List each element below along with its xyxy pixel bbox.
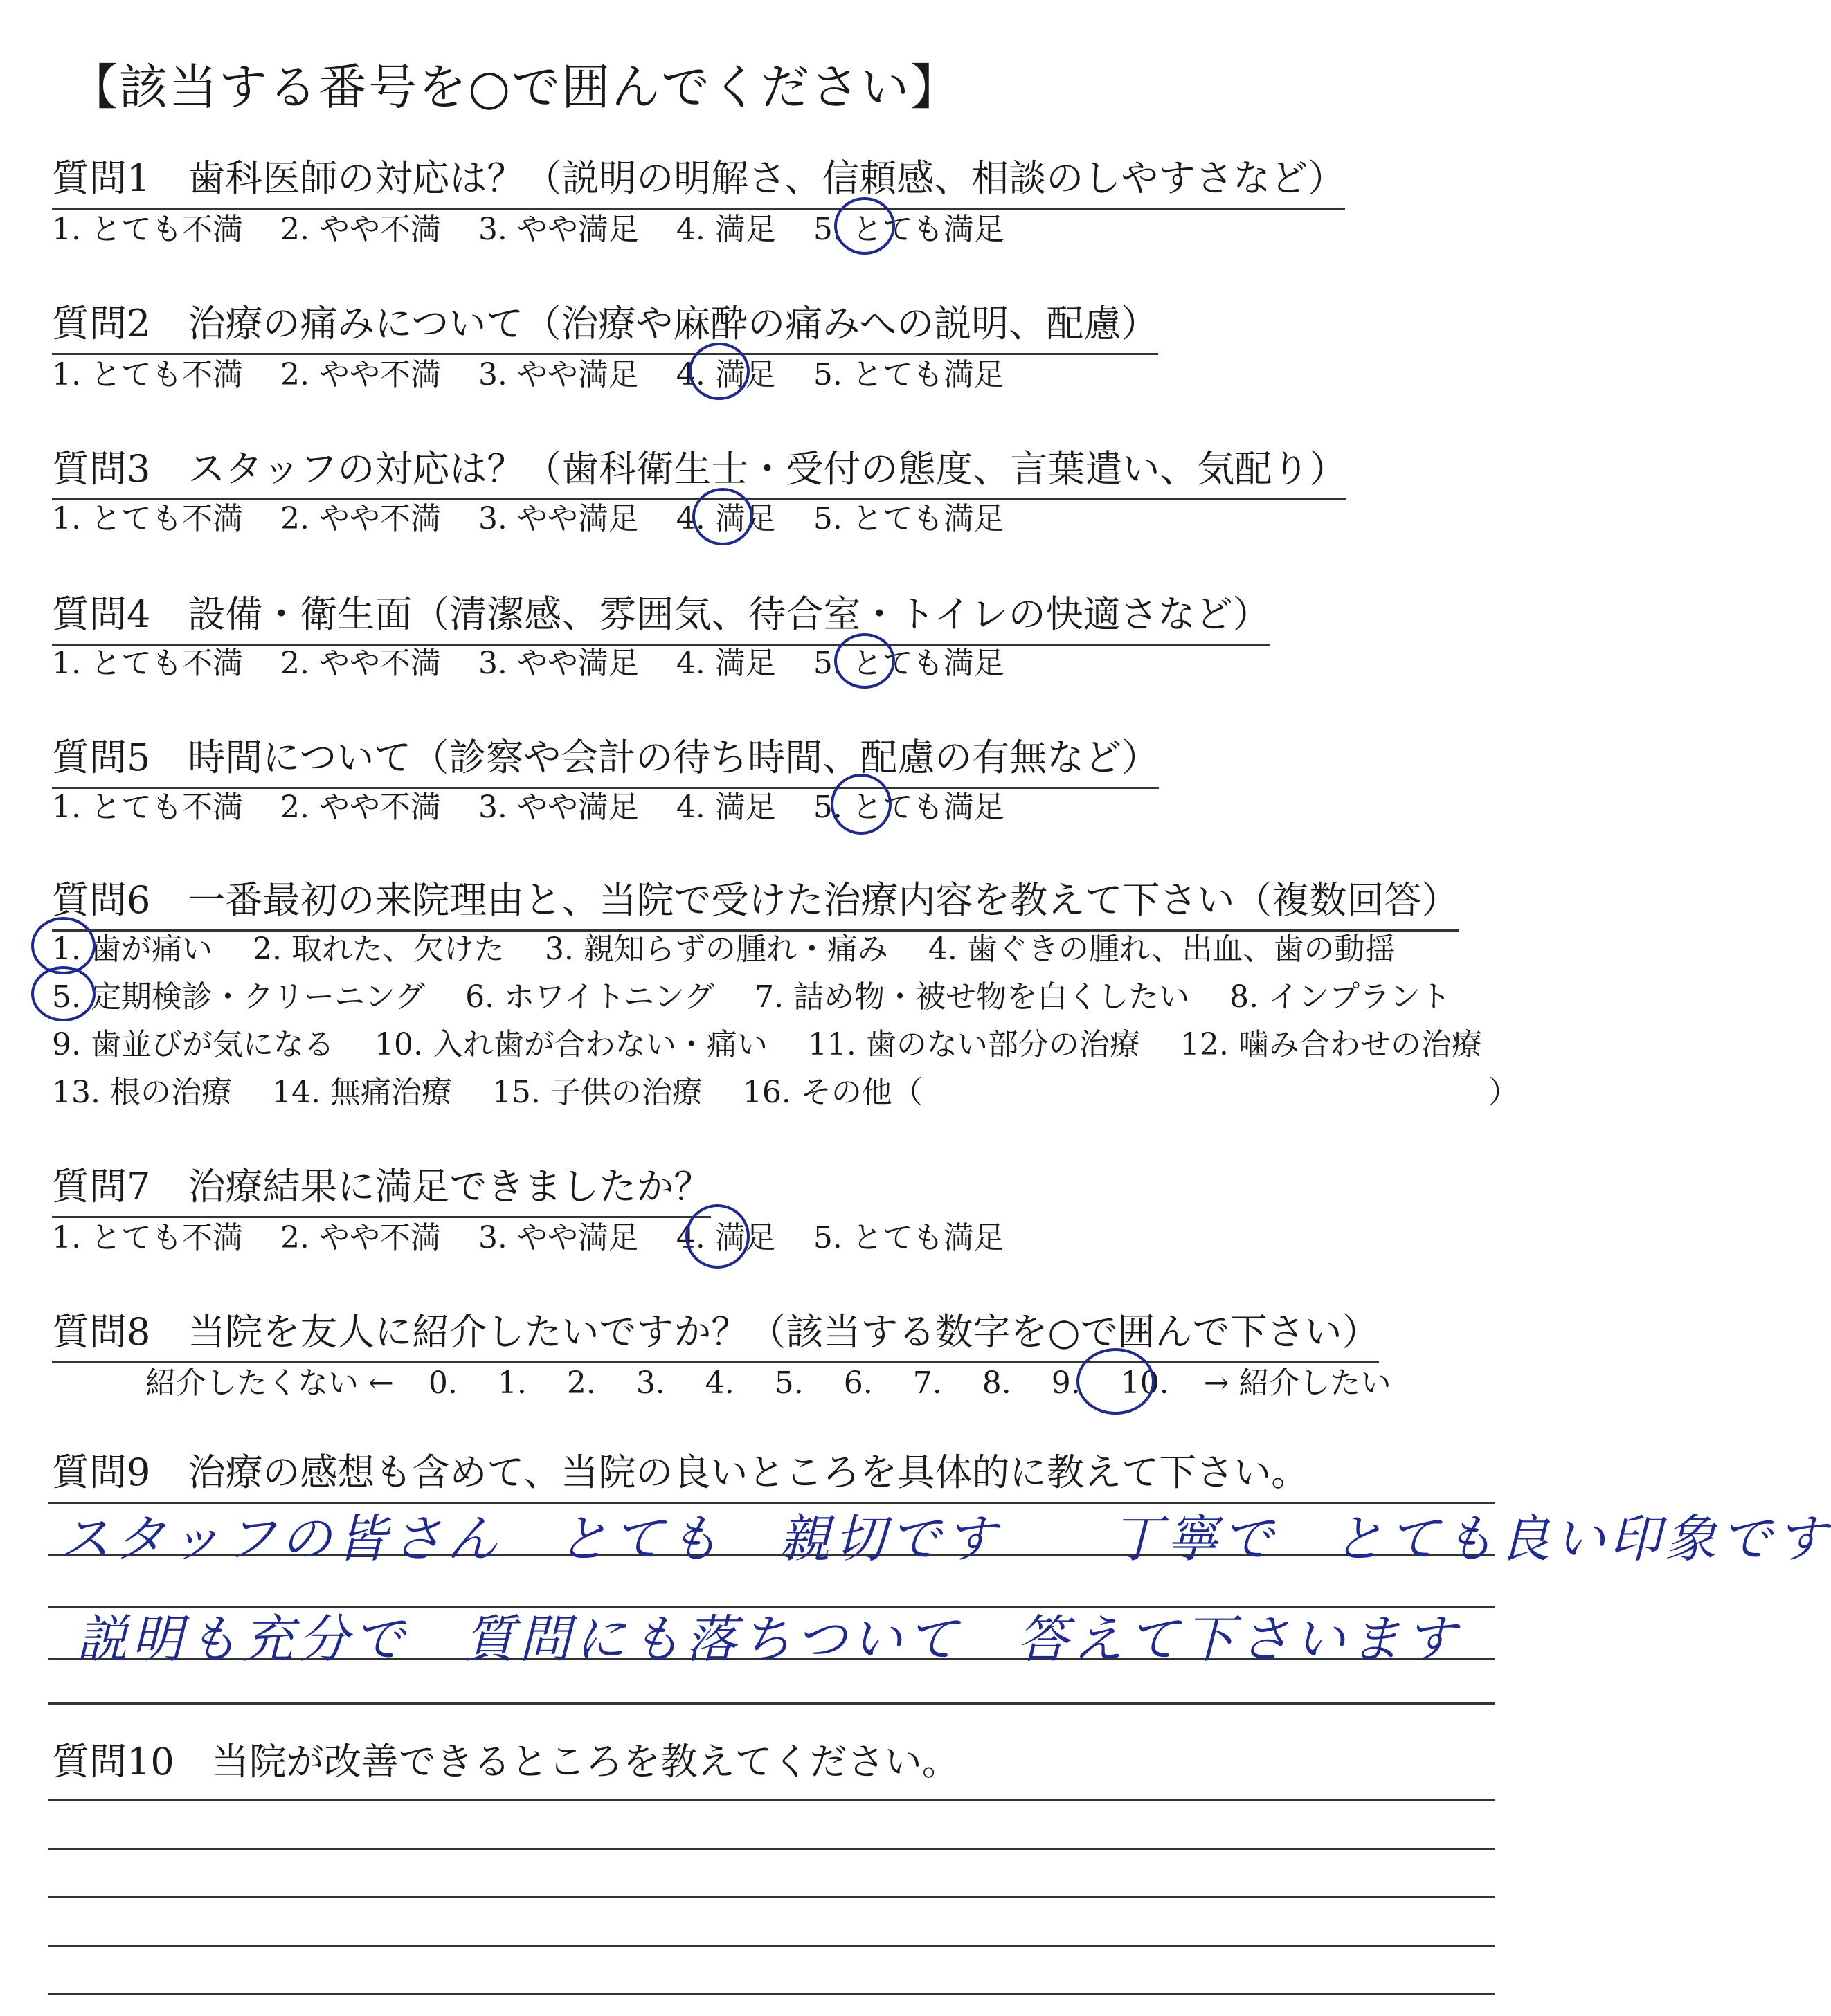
q1-opt-1[interactable]: 1. とても不満 [52,212,243,247]
q6-opt-12[interactable]: 12. 噛み合わせの治療 [1180,1027,1482,1062]
q3-options[interactable] [52,493,1004,538]
q8-opt-8[interactable]: 8. [982,1365,1011,1401]
q5-opt-1[interactable]: 1. とても不満 [52,790,243,825]
q6-title: 質問6 一番最初の来院理由と、当院で受けた治療内容を教えて下さい（複数回答） [52,871,1459,932]
q1-opt-2[interactable]: 2. やや不満 [280,212,441,247]
q7-opt-3[interactable]: 3. やや満足 [478,1220,639,1255]
q8-opt-1[interactable]: 1. [497,1365,527,1401]
q4-opt-2[interactable]: 2. やや不満 [280,646,441,681]
q5-opt-5[interactable]: 5. とても満足 [813,790,1004,825]
q6-opt-11[interactable]: 11. 歯のない部分の治療 [807,1027,1140,1062]
q6-other-close-paren: ） [1488,1075,1519,1110]
q8-opt-7[interactable]: 7. [912,1365,942,1401]
q5-selection-circle [831,774,892,835]
q6-row-4 [52,1067,923,1111]
q9-rule-5 [48,1702,1495,1705]
q10-rule-2[interactable] [48,1848,1495,1850]
q6-opt-9[interactable]: 9. 歯並びが気になる [52,1027,334,1062]
q10-rule-4[interactable] [48,1945,1495,1947]
q6-opt-10[interactable]: 10. 入れ歯が合わない・痛い [374,1027,768,1062]
q2-opt-3[interactable]: 3. やや満足 [478,357,639,392]
q4-opt-1[interactable]: 1. とても不満 [52,646,243,681]
q6-selection-circle-5 [31,966,96,1021]
q8-opt-0[interactable]: 0. [428,1365,458,1401]
q5-opt-4[interactable]: 4. 満足 [676,790,776,825]
q3-title: 質問3 スタッフの対応は？（歯科衛生士・受付の態度、言葉遣い、気配り） [52,439,1346,500]
q6-row-1 [52,924,1396,968]
q2-opt-4[interactable]: 4. 満足 [676,357,776,392]
q2-selection-circle [689,343,750,400]
q3-opt-5[interactable]: 5. とても満足 [813,501,1004,536]
q9-handwritten-line-1[interactable]: スタッフの皆さん とても 親切です 丁寧で とても良い印象です [59,1509,1831,1569]
q7-opt-5[interactable]: 5. とても満足 [813,1220,1004,1255]
q7-opt-2[interactable]: 2. やや不満 [280,1220,441,1255]
q8-opt-9[interactable]: 9. [1051,1365,1081,1401]
q8-opt-4[interactable]: 4. [705,1365,734,1401]
q6-opt-2[interactable]: 2. 取れた、欠けた [252,932,505,967]
q2-opt-5[interactable]: 5. とても満足 [813,357,1004,392]
q8-opt-6[interactable]: 6. [843,1365,873,1401]
q10-rule-3[interactable] [48,1896,1495,1898]
q3-selection-circle [692,488,753,545]
q5-title: 質問5 時間について（診察や会計の待ち時間、配慮の有無など） [52,728,1159,789]
q4-title: 質問4 設備・衛生面（清潔感、雰囲気、待合室・トイレの快適さなど） [52,585,1270,646]
q10-title: 質問10 当院が改善できるところを教えてください。 [52,1740,959,1783]
q6-opt-7[interactable]: 7. 詰め物・被せ物を白くしたい [755,979,1190,1015]
q6-opt-3[interactable]: 3. 親知らずの腫れ・痛み [544,932,888,967]
q8-scale-row [145,1358,1391,1402]
q4-opt-4[interactable]: 4. 満足 [676,646,776,681]
q5-opt-2[interactable]: 2. やや不満 [280,790,441,825]
q10-rule-1[interactable] [48,1799,1495,1801]
q2-options[interactable] [52,349,1004,394]
q8-opt-10[interactable]: 10. [1120,1365,1169,1401]
q7-opt-1[interactable]: 1. とても不満 [52,1220,243,1255]
q6-opt-4[interactable]: 4. 歯ぐきの腫れ、出血、歯の動揺 [928,932,1396,967]
q6-row-2 [52,972,1451,1016]
q9-handwritten-line-2[interactable]: 説明も充分で 質問にも落ちついて 答えて下さいます [76,1610,1461,1669]
q6-opt-8[interactable]: 8. インプラント [1229,979,1452,1015]
q2-title: 質問2 治療の痛みについて（治療や麻酔の痛みへの説明、配慮） [52,294,1158,355]
q8-low-label: 紹介したくない ← [145,1365,394,1401]
q6-opt-15[interactable]: 15. 子供の治療 [491,1075,703,1110]
q7-options[interactable] [52,1213,1004,1257]
q1-title: 質問1 歯科医師の対応は？（説明の明解さ、信頼感、相談のしやすさなど） [52,149,1345,210]
q8-high-label: → 紹介したい [1203,1365,1391,1401]
q4-opt-3[interactable]: 3. やや満足 [478,646,639,681]
q1-opt-5[interactable]: 5. とても満足 [813,212,1004,247]
q8-selection-circle [1076,1348,1155,1415]
q9-title: 質問9 治療の感想も含めて、当院の良いところを具体的に教えて下さい。 [52,1451,1309,1494]
q1-opt-4[interactable]: 4. 満足 [676,212,776,247]
q6-opt-16[interactable]: 16. その他（ [742,1075,923,1110]
q5-opt-3[interactable]: 3. やや満足 [478,790,639,825]
q6-opt-13[interactable]: 13. 根の治療 [52,1075,232,1110]
q1-opt-3[interactable]: 3. やや満足 [478,212,639,247]
q6-opt-6[interactable]: 6. ホワイトニング [465,979,715,1015]
q3-opt-2[interactable]: 2. やや不満 [280,501,441,536]
q8-opt-5[interactable]: 5. [774,1365,804,1401]
q6-opt-5[interactable]: 5. 定期検診・クリーニング [52,979,426,1015]
q7-opt-4[interactable]: 4. 満足 [676,1220,776,1255]
q4-selection-circle [834,633,895,689]
q3-opt-3[interactable]: 3. やや満足 [478,501,639,536]
q2-opt-1[interactable]: 1. とても不満 [52,357,243,392]
q6-row-3 [52,1019,1482,1064]
survey-header: 【該当する番号を○で囲んでください】 [69,59,961,116]
q3-opt-4[interactable]: 4. 満足 [676,501,776,536]
q10-rule-5[interactable] [48,1993,1495,1995]
q8-opt-2[interactable]: 2. [566,1365,596,1401]
q8-opt-3[interactable]: 3. [635,1365,665,1401]
q4-opt-5[interactable]: 5. とても満足 [813,646,1004,681]
q7-title: 質問7 治療結果に満足できましたか？ [52,1157,711,1218]
q3-opt-1[interactable]: 1. とても不満 [52,501,243,536]
q8-title: 質問8 当院を友人に紹介したいですか？（該当する数字を○で囲んで下さい） [52,1302,1379,1363]
q1-selection-circle [834,197,895,255]
q2-opt-2[interactable]: 2. やや不満 [280,357,441,392]
q6-opt-14[interactable]: 14. 無痛治療 [271,1075,452,1110]
q7-selection-circle [685,1204,750,1269]
q6-opt-1[interactable]: 1. 歯が痛い [52,932,213,967]
